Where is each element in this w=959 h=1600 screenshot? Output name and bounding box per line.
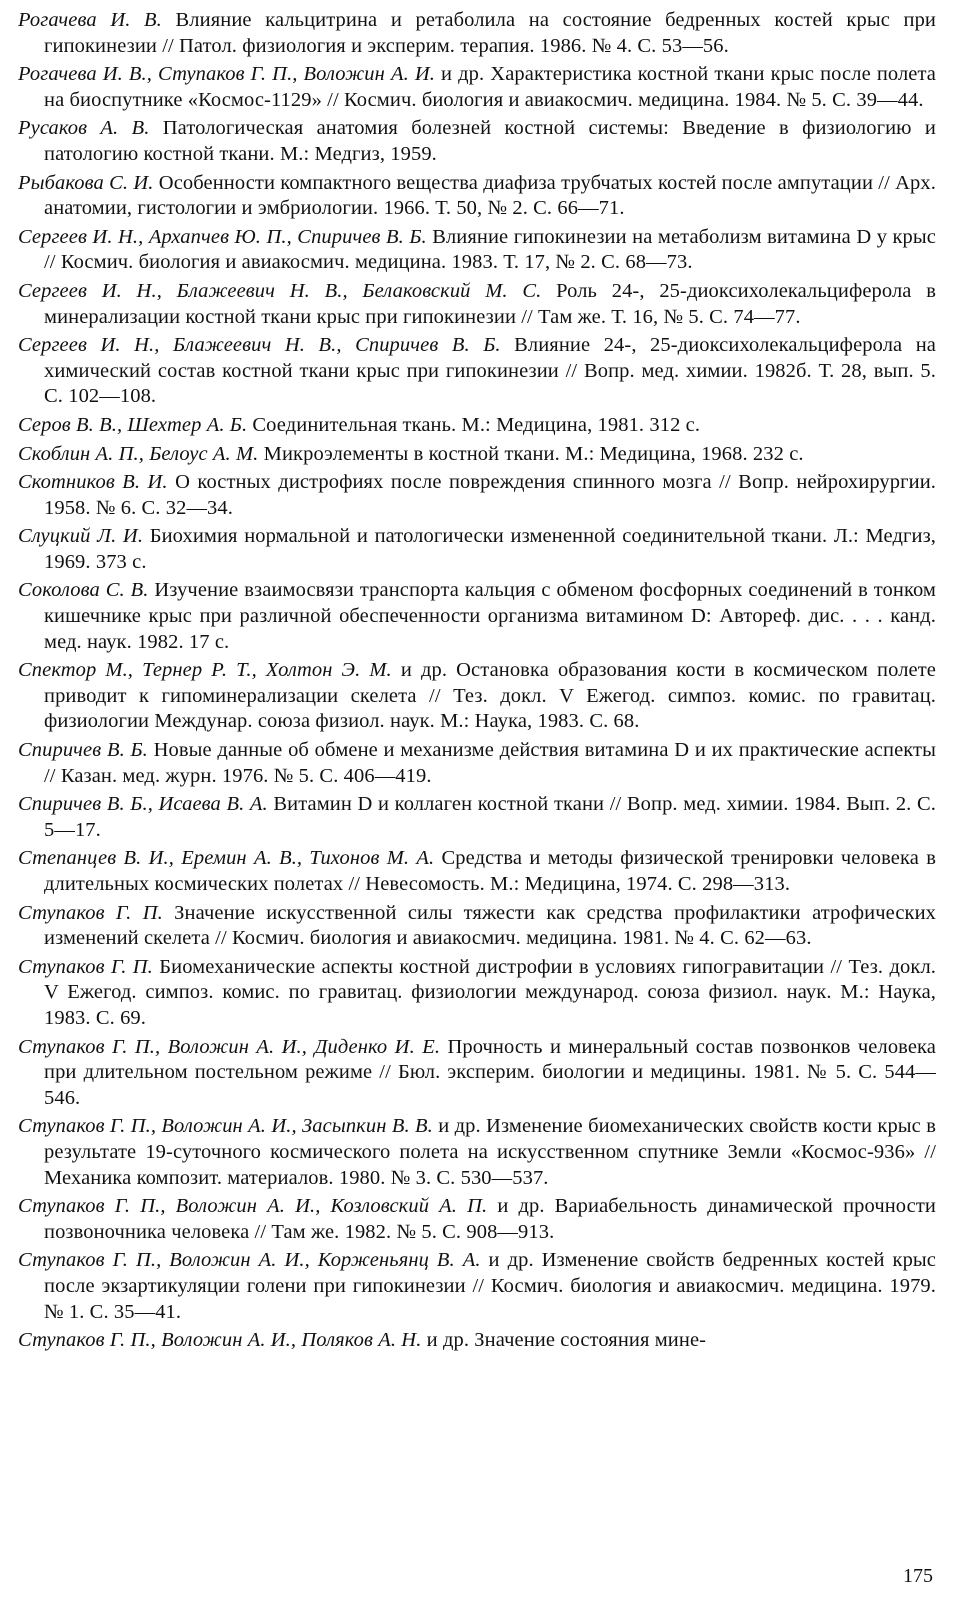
reference-text: Значение искусственной силы тяжести как средства профилактики атрофических изменений скелета // Космич. биология и авиакосмич. медицина. 1981. № 4. С. 62—63. <box>44 901 936 950</box>
reference-entry <box>18 279 936 330</box>
reference-authors: Рогачева И. В., Ступаков Г. П., Воложин А. И. <box>18 63 435 86</box>
reference-text: Влияние гипокинезии на метаболизм витамина D у крыс // Космич. биология и авиакосмич. медицина. 1983. Т. 17, № 2. С. 68—73. <box>44 225 936 274</box>
reference-text: Микроэлементы в костной ткани. М.: Медицина, 1968. 232 с. <box>258 442 804 465</box>
reference-text: и др. Изменение биомеханических свойств кости крыс в результате 19-суточного космического полета на искусственном спутнике Земли «Космос-936» // Механика композит. материалов. 1980. № 3. С. 530—537. <box>44 1115 936 1189</box>
reference-entry <box>18 955 936 1032</box>
reference-entry <box>18 1035 936 1112</box>
reference-text: и др. Вариабельность динамической прочности позвоночника человека // Там же. 1982. № 5. С. 908—913. <box>44 1195 936 1243</box>
reference-text: Особенности компактного вещества диафиза трубчатых костей после ампутации // Арх. анатомии, гистологии и эмбриологии. 1966. Т. 50, № 2. С. 66—71. <box>44 171 936 220</box>
reference-entry <box>18 901 936 952</box>
reference-authors: Соколова С. В. <box>18 579 149 602</box>
reference-authors: Рыбакова С. И. <box>18 171 154 194</box>
reference-entry <box>18 62 936 113</box>
reference-authors: Ступаков Г. П. <box>18 901 163 924</box>
reference-entry <box>18 225 936 276</box>
reference-authors: Спектор М., Тернер Р. Т., Холтон Э. М. <box>18 659 392 682</box>
reference-authors: Скотников В. И. <box>18 471 168 494</box>
reference-authors: Скоблин А. П., Белоус А. М. <box>18 442 259 465</box>
reference-authors: Сергеев И. Н., Блажеевич Н. В., Спиричев В. Б. <box>18 334 501 357</box>
reference-authors: Спиричев В. Б. <box>18 739 148 762</box>
reference-authors: Сергеев И. Н., Архапчев Ю. П., Спиричев В. Б. <box>18 225 427 248</box>
reference-entry <box>18 8 936 59</box>
reference-text: Патологическая анатомия болезней костной системы: Введение в физиологию и патологию костной ткани. М.: Медгиз, 1959. <box>44 117 936 165</box>
reference-authors: Ступаков Г. П., Воложин А. И., Засыпкин В. В. <box>18 1115 433 1138</box>
reference-text: Витамин D и коллаген костной ткани // Вопр. мед. химии. 1984. Вып. 2. С. 5—17. <box>44 793 936 841</box>
reference-text: и др. Остановка образования кости в космическом полете приводит к гипоминерализации скелета // Тез. докл. V Ежегод. симпоз. комис. по гравитац. физиологии Междунар. союза физиол. наук. М.: Наука, 1983. С. 68. <box>44 659 936 733</box>
reference-authors: Русаков А. В. <box>18 117 150 140</box>
reference-entry <box>18 442 936 468</box>
reference-authors: Рогачева И. В. <box>18 9 162 31</box>
reference-text: Влияние 24-, 25-диоксихолекальциферола на химический состав костной ткани крыс при гипокинезии // Вопр. мед. химии. 1982б. Т. 28, вып. 5. С. 102—108. <box>44 334 937 408</box>
reference-entry <box>18 846 936 897</box>
reference-text: и др. Значение состояния мине- <box>421 1329 707 1352</box>
reference-entry <box>18 470 936 521</box>
reference-text: Изучение взаимосвязи транспорта кальция с обменом фосфорных соединений в тонком кишечнике крыс при различной обеспеченности организма витамином D: Автореф. дис. . . . канд. мед. наук. 1982. 17 с. <box>44 579 936 653</box>
reference-authors: Ступаков Г. П., Воложин А. И., Корженьянц В. А. <box>18 1249 481 1272</box>
reference-authors: Ступаков Г. П. <box>18 955 153 978</box>
reference-entry <box>18 333 936 410</box>
reference-authors: Сергеев И. Н., Блажеевич Н. В., Белаковский М. С. <box>18 279 542 302</box>
reference-authors: Ступаков Г. П., Воложин А. И., Поляков А. Н. <box>18 1329 422 1352</box>
reference-entry <box>18 524 936 575</box>
reference-authors: Ступаков Г. П., Воложин А. И., Козловский А. П. <box>18 1195 488 1218</box>
reference-text: и др. Характеристика костной ткани крыс после полета на биоспутнике «Космос-1129» // Космич. биология и авиакосмич. медицина. 1984. № 5. С. 39—44. <box>44 63 937 111</box>
reference-text: Биохимия нормальной и патологически измененной соединительной ткани. Л.: Медгиз, 1969. 373 с. <box>44 525 936 573</box>
reference-entry <box>18 1114 936 1191</box>
reference-text: Биомеханические аспекты костной дистрофии в условиях гипогравитации // Тез. докл. V Ежегод. симпоз. комис. по гравитац. физиологии международ. союза физиол. наук. М.: Наука, 1983. С. 69. <box>44 955 937 1029</box>
reference-entry <box>18 658 936 735</box>
reference-authors: Серов В. В., Шехтер А. Б. <box>18 413 248 436</box>
reference-entry <box>18 171 936 222</box>
reference-text: Роль 24-, 25-диоксихолекальциферола в минерализации костной ткани крыс при гипокинезии // Там же. Т. 16, № 5. С. 74—77. <box>44 279 937 328</box>
page-number: 175 <box>903 1565 933 1587</box>
reference-authors: Степанцев В. И., Еремин А. В., Тихонов М. А. <box>18 847 435 870</box>
reference-text: и др. Изменение свойств бедренных костей крыс после экзартикуляции голени при гипокинезии // Космич. биология и авиакосмич. медицина. 1979. № 1. С. 35—41. <box>44 1249 937 1323</box>
reference-authors: Слуцкий Л. И. <box>18 525 144 548</box>
reference-entry <box>18 1248 936 1325</box>
reference-text: Средства и методы физической тренировки человека в длительных космических полетах // Невесомость. М.: Медицина, 1974. С. 298—313. <box>44 847 936 895</box>
reference-text: Прочность и минеральный состав позвонков человека при длительном постельном режиме // Бюл. эксперим. биологии и медицины. 1981. № 5. С. 544—546. <box>44 1035 936 1109</box>
reference-entry <box>18 1328 936 1354</box>
reference-text: О костных дистрофиях после повреждения спинного мозга // Вопр. нейрохирургии. 1958. № 6. С. 32—34. <box>44 471 936 519</box>
reference-entry <box>18 116 936 167</box>
reference-entry <box>18 413 936 439</box>
reference-entry <box>18 738 936 789</box>
reference-authors: Ступаков Г. П., Воложин А. И., Диденко И. Е. <box>18 1035 441 1058</box>
reference-list <box>18 8 936 1357</box>
reference-text: Влияние кальцитрина и ретаболила на состояние бедренных костей крыс при гипокинезии // Патол. физиология и эксперим. терапия. 1986. № 4. С. 53—56. <box>44 9 937 57</box>
reference-text: Соединительная ткань. М.: Медицина, 1981. 312 с. <box>247 413 701 436</box>
reference-entry <box>18 792 936 843</box>
reference-authors: Спиричев В. Б., Исаева В. А. <box>18 793 268 816</box>
reference-entry <box>18 1194 936 1245</box>
reference-text: Новые данные об обмене и механизме действия витамина D и их практические аспекты // Казан. мед. журн. 1976. № 5. С. 406—419. <box>44 739 936 787</box>
reference-entry <box>18 578 936 655</box>
